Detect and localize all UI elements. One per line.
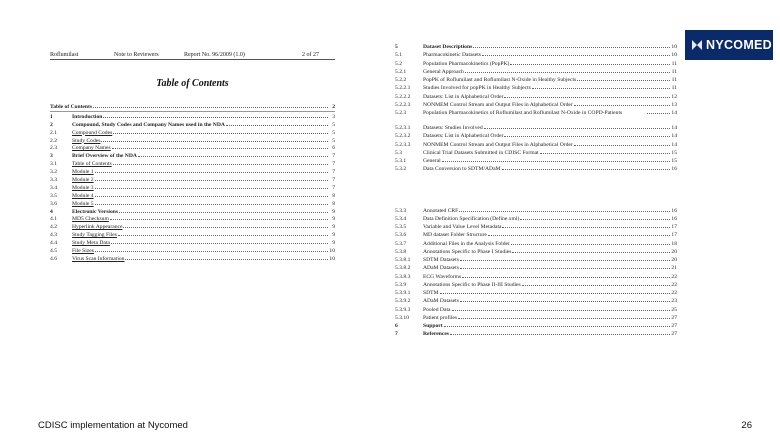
- toc-entry-number: 3.2: [50, 169, 57, 176]
- toc-entry[interactable]: [50, 168, 335, 176]
- toc-entry-title: Brief Overview of the NDA: [72, 153, 137, 160]
- toc-entry-number: 5.2.3: [395, 110, 407, 116]
- dot-leader: [119, 208, 328, 213]
- toc-entry-page: 6: [332, 145, 335, 152]
- toc-entry[interactable]: [395, 124, 677, 132]
- toc-entry-page: 20: [671, 257, 677, 263]
- toc-entry-number: 5.3.8.3: [395, 273, 411, 280]
- toc-entry-title: Clinical Trial Datasets Submitted in CDISC Format: [423, 149, 539, 156]
- dot-leader: [95, 200, 328, 205]
- toc-entry-title: Population Pharmacokinetics of Roflumilast and Roflumilast N-Oxide in COPD-Patients: [423, 110, 623, 116]
- toc-entry[interactable]: [50, 160, 335, 168]
- toc-entry-title: Study Codes: [72, 137, 101, 144]
- toc-entry[interactable]: [395, 256, 677, 264]
- dot-leader: [574, 141, 670, 146]
- dot-leader: [125, 255, 328, 260]
- toc-entry-number: 3.3: [50, 177, 57, 184]
- toc-entry[interactable]: [395, 306, 677, 314]
- toc-entry-number: 5.3.9.2: [395, 298, 411, 305]
- toc-entry-number: 6: [395, 323, 398, 329]
- toc-entry[interactable]: [395, 132, 677, 140]
- toc-entry-title: Data Conversion to SDTM/ADaM: [423, 166, 501, 173]
- dot-leader: [532, 84, 670, 89]
- toc-entry-title: Module 1: [72, 169, 94, 176]
- dot-leader: [520, 215, 670, 220]
- logo-mark-icon: [690, 38, 704, 52]
- toc-entry-number: 2.2: [50, 137, 57, 144]
- toc-list-right-bottom: [395, 207, 677, 339]
- toc-entry-number: 4.4: [50, 240, 57, 247]
- toc-entry-title: Module 3: [72, 184, 94, 191]
- dot-leader: [488, 231, 670, 236]
- toc-entry-page: 15: [671, 158, 677, 164]
- right-document-page: [395, 43, 677, 339]
- toc-entry-page: 14: [671, 133, 677, 140]
- dot-leader: [444, 322, 670, 327]
- dot-leader: [442, 157, 670, 162]
- toc-entry-number: 3.4: [50, 184, 57, 191]
- toc-entry[interactable]: [50, 121, 335, 129]
- slide-page-number: 26: [741, 420, 752, 431]
- toc-entry-page: 5: [332, 137, 335, 144]
- dot-leader: [111, 239, 328, 244]
- toc-entry-number: 4.3: [50, 232, 57, 239]
- toc-entry-title: Module 5: [72, 200, 94, 207]
- toc-entry-page: 16: [671, 215, 677, 222]
- toc-entry-number: 5.2.2: [395, 77, 407, 83]
- dot-leader: [95, 192, 328, 197]
- toc-entry-page: 16: [671, 207, 677, 214]
- toc-entry-title: Datasets: List in Alphabetical Order: [423, 93, 504, 100]
- dot-leader: [482, 51, 670, 56]
- toc-entry-title: MD5 Checksum: [72, 216, 109, 223]
- toc-entry-title: Company Names: [72, 145, 111, 152]
- toc-entry-page: 22: [671, 290, 677, 296]
- toc-entry-number: 5.2.2.2: [395, 93, 411, 100]
- toc-entry-title: General: [423, 158, 441, 164]
- toc-entry-title: Module 2: [72, 177, 94, 184]
- dot-leader: [101, 137, 328, 142]
- toc-entry-page: 7: [332, 169, 335, 176]
- toc-entry-page: 10: [329, 248, 335, 255]
- dot-leader: [226, 121, 328, 126]
- toc-entry-number: 2.1: [50, 129, 57, 136]
- logo-text: NYCOMED: [706, 38, 772, 52]
- toc-entry[interactable]: [395, 240, 677, 248]
- toc-entry-number: 5.3.8: [395, 248, 407, 255]
- toc-entry[interactable]: [50, 215, 335, 223]
- left-document-page: [50, 52, 335, 263]
- toc-entry[interactable]: [395, 273, 677, 281]
- toc-entry[interactable]: [50, 184, 335, 192]
- toc-entry[interactable]: [395, 157, 677, 165]
- toc-entry-page: 10: [671, 44, 677, 50]
- toc-entry[interactable]: [395, 68, 677, 76]
- toc-entry[interactable]: [395, 43, 677, 51]
- toc-entry-page: 12: [671, 93, 677, 100]
- toc-entry-number: 3: [50, 153, 53, 160]
- toc-entry-number: 5.3.2: [395, 166, 407, 173]
- dot-leader: [522, 281, 670, 286]
- dot-leader: [574, 101, 670, 106]
- toc-entry-title: Annotations Specific to Phase II-III Studies: [423, 281, 521, 288]
- dot-leader: [452, 306, 671, 311]
- toc-entry[interactable]: [50, 247, 335, 255]
- toc-entry-page: 9: [332, 240, 335, 247]
- toc-entry-number: 5.3.9.1: [395, 290, 411, 296]
- toc-entry-page: 9: [332, 208, 335, 215]
- dot-leader: [459, 207, 670, 212]
- toc-entry-title: Study Tagging Files: [72, 232, 117, 239]
- toc-entry-number: 4.6: [50, 255, 57, 262]
- dot-leader: [123, 223, 328, 228]
- dot-leader: [450, 330, 670, 335]
- dot-leader: [103, 113, 328, 118]
- header-product: Roflumilast: [50, 52, 79, 58]
- toc-entry[interactable]: [395, 322, 677, 330]
- toc-entry[interactable]: [50, 231, 335, 239]
- dot-leader: [462, 273, 670, 278]
- toc-entry-title: Variable and Value Level Metadata: [423, 224, 502, 230]
- toc-entry-page: 14: [671, 141, 677, 148]
- dot-leader: [502, 223, 670, 228]
- toc-entry-title: Population Pharmacokinetics (PopPK): [423, 60, 510, 67]
- toc-entry-number: 5.3: [395, 149, 402, 156]
- toc-entry-number: 3.5: [50, 192, 57, 199]
- dot-leader: [118, 231, 328, 236]
- toc-entry-page: 27: [671, 314, 677, 321]
- dot-leader: [540, 149, 670, 154]
- toc-entry-page: 11: [671, 68, 677, 75]
- toc-entry[interactable]: [395, 84, 677, 92]
- toc-entry-page: 8: [332, 200, 335, 207]
- toc-entry-number: 2.3: [50, 145, 57, 152]
- toc-entry-title: SDTM: [423, 290, 439, 296]
- toc-entry-number: 4.2: [50, 224, 57, 231]
- toc-entry-title: ADaM Datasets: [423, 298, 459, 305]
- dot-leader: [577, 76, 670, 81]
- toc-entry-number: 1: [50, 113, 53, 120]
- toc-entry-title: ECG Waveforms: [423, 273, 462, 280]
- toc-entry-page: 7: [332, 153, 335, 160]
- toc-entry-number: 5.2.3.3: [395, 141, 411, 148]
- toc-entry-page: 5: [332, 121, 335, 128]
- toc-entry-title: Dataset Descriptions: [423, 44, 473, 50]
- slide-footer-text: CDISC implementation at Nycomed: [38, 420, 188, 431]
- toc-entry-number: 4.5: [50, 248, 57, 255]
- toc-entry[interactable]: [50, 239, 335, 247]
- dot-leader: [504, 132, 670, 137]
- dot-leader: [484, 124, 670, 129]
- toc-entry-title: Electronic Versions: [72, 208, 119, 215]
- toc-entry-number: 5.3.6: [395, 232, 407, 239]
- toc-entry-page: 11: [671, 77, 677, 83]
- toc-entry-title: Datasets: List in Alphabetical Order: [423, 133, 504, 140]
- toc-entry[interactable]: [395, 207, 677, 215]
- dot-leader: [440, 289, 670, 294]
- toc-entry-page: 9: [332, 232, 335, 239]
- toc-entry-page: 17: [671, 224, 677, 230]
- toc-entry-page: 21: [671, 265, 677, 272]
- toc-entry-page: 14: [671, 110, 677, 116]
- toc-entry-page: 10: [329, 255, 335, 262]
- toc-entry[interactable]: [50, 200, 335, 208]
- toc-entry-title: Compound, Study Codes and Company Names used in the NDA: [72, 121, 225, 128]
- toc-entry-title: Pharmacokinetic Datasets: [423, 52, 481, 59]
- toc-entry[interactable]: [395, 330, 677, 338]
- toc-entry[interactable]: [395, 149, 677, 157]
- toc-entry-number: 5.3.9.3: [395, 306, 411, 313]
- toc-entry-page: 27: [671, 323, 677, 329]
- toc-entry-title: Annotated CRF: [423, 207, 459, 214]
- toc-entry[interactable]: [395, 297, 677, 305]
- toc-entry-page: 8: [332, 192, 335, 199]
- toc-entry-title: Patient profiles: [423, 314, 458, 321]
- toc-entry-page: 11: [671, 60, 677, 67]
- dot-leader: [138, 152, 328, 157]
- toc-entry-page: 9: [332, 216, 335, 223]
- toc-entry-page: 27: [671, 331, 677, 338]
- toc-entry-number: 5.3.7: [395, 240, 407, 247]
- toc-entry-title: Additional Files in the Analysis Folder: [423, 240, 510, 247]
- dot-leader: [460, 256, 670, 261]
- toc-entry-number: 5.3.10: [395, 314, 409, 321]
- dot-leader: [647, 109, 670, 114]
- toc-entry-title: Compound Codes: [72, 129, 113, 136]
- toc-entry-title: General Approach: [423, 68, 464, 75]
- toc-entry-page: 14: [671, 125, 677, 131]
- toc-entry-page: 22: [671, 281, 677, 288]
- toc-entry-title: Study Meta Data: [72, 240, 110, 247]
- toc-entry-title: File Sizes: [72, 248, 94, 255]
- toc-entry-page: 16: [671, 166, 677, 173]
- toc-entry-page: 3: [332, 113, 335, 120]
- toc-entry-page: 5: [332, 129, 335, 136]
- header-note: Note to Reviewers: [114, 52, 159, 58]
- toc-entry-number: 5.2.3.2: [395, 133, 411, 140]
- toc-entry[interactable]: [50, 144, 335, 152]
- header-page: 2 of 27: [302, 52, 319, 58]
- toc-entry-number: 4.1: [50, 216, 57, 223]
- toc-entry[interactable]: [395, 231, 677, 239]
- toc-heading: Table of Contents 2: [50, 104, 335, 110]
- toc-entry-number: 2: [50, 121, 53, 128]
- toc-entry-number: 5.3.4: [395, 215, 407, 222]
- toc-entry-title: PopPK of Roflumilast and Roflumilast N-Oxide in Healthy Subjects: [423, 77, 577, 83]
- toc-entry-page: 11: [671, 85, 677, 92]
- toc-entry-number: 5.2.3.1: [395, 125, 411, 131]
- toc-entry[interactable]: [395, 264, 677, 272]
- toc-entry[interactable]: [395, 93, 677, 101]
- toc-entry-title: ADaM Datasets: [423, 265, 459, 272]
- toc-entry-page: 25: [671, 306, 677, 313]
- toc-entry-page: 22: [671, 273, 677, 280]
- toc-entry-page: 18: [671, 240, 677, 247]
- toc-entry-number: 5.2.1: [395, 68, 407, 75]
- dot-leader: [458, 314, 670, 319]
- toc-entry-title: Hyperlink Appearance: [72, 224, 123, 231]
- toc-entry[interactable]: [50, 176, 335, 184]
- toc-entry[interactable]: [395, 314, 677, 322]
- toc-entry[interactable]: [50, 208, 335, 216]
- dot-leader: [460, 297, 670, 302]
- toc-entry-title: Module 4: [72, 192, 94, 199]
- toc-entry-title: Introduction: [72, 113, 103, 120]
- toc-entry-number: 5.1: [395, 52, 402, 59]
- toc-entry[interactable]: [50, 137, 335, 145]
- document-header: [50, 52, 335, 60]
- dot-leader: [473, 43, 670, 48]
- toc-entry-page: 20: [671, 248, 677, 255]
- toc-entry-page: 7: [332, 161, 335, 168]
- dot-leader: [95, 247, 328, 252]
- dot-leader: [95, 168, 328, 173]
- toc-entry[interactable]: [50, 255, 335, 263]
- dot-leader: [112, 144, 328, 149]
- toc-entry[interactable]: [395, 60, 677, 68]
- toc-entry-number: 3.6: [50, 200, 57, 207]
- dot-leader: [95, 176, 328, 181]
- toc-entry[interactable]: [50, 223, 335, 231]
- toc-entry[interactable]: [395, 248, 677, 256]
- toc-entry[interactable]: [395, 76, 677, 84]
- toc-entry-page: 17: [671, 232, 677, 239]
- toc-entry[interactable]: [395, 223, 677, 231]
- toc-entry-page: 13: [671, 101, 677, 108]
- page-title: Table of Contents: [156, 78, 229, 89]
- page-break-gap: [395, 174, 677, 207]
- toc-entry-title: Support: [423, 323, 443, 329]
- dot-leader: [95, 184, 328, 189]
- toc-entry-title: Annotations Specific to Phase I Studies: [423, 248, 512, 255]
- toc-entry[interactable]: [395, 281, 677, 289]
- toc-list-left: [50, 113, 335, 263]
- toc-entry-title: SDTM Datasets: [423, 257, 459, 263]
- dot-leader: [510, 60, 670, 65]
- toc-list-right-top: [395, 43, 677, 174]
- toc-entry[interactable]: [395, 215, 677, 223]
- toc-entry[interactable]: [395, 109, 677, 124]
- toc-entry-title: MD dataset Folder Structure: [423, 232, 487, 239]
- toc-entry[interactable]: [395, 289, 677, 297]
- toc-entry-title: Studies Involved for popPK in Healthy Subjects: [423, 85, 531, 92]
- dot-leader: [113, 129, 328, 134]
- toc-entry-page: 9: [332, 224, 335, 231]
- dot-leader: [511, 240, 670, 245]
- toc-entry-number: 5.3.8.1: [395, 257, 411, 263]
- toc-entry-number: 5.3.3: [395, 207, 407, 214]
- toc-entry[interactable]: [395, 101, 677, 109]
- toc-entry-page: 15: [671, 149, 677, 156]
- toc-entry-title: Datasets: Studies Involved: [423, 125, 483, 131]
- toc-entry-page: 10: [671, 52, 677, 59]
- toc-entry-number: 5.3.8.2: [395, 265, 411, 272]
- toc-entry-number: 5.2: [395, 60, 402, 67]
- toc-entry[interactable]: [395, 165, 677, 173]
- toc-entry[interactable]: [50, 129, 335, 137]
- toc-entry-page: 7: [332, 184, 335, 191]
- toc-entry[interactable]: [50, 192, 335, 200]
- toc-entry-title: Virus Scan Information: [72, 255, 125, 262]
- toc-entry-title: Data Definition Specification (Define.xml): [423, 215, 520, 222]
- toc-entry-number: 3.1: [50, 161, 57, 168]
- toc-entry-number: 5.2.2.3: [395, 101, 411, 108]
- dot-leader: [110, 215, 328, 220]
- toc-entry[interactable]: [395, 51, 677, 59]
- dot-leader: [502, 165, 670, 170]
- nycomed-logo: [685, 30, 773, 60]
- toc-entry[interactable]: [50, 113, 335, 121]
- header-report: Report No. 96/2009 (1.0): [184, 52, 245, 58]
- toc-entry-title: Table of Contents: [72, 161, 112, 168]
- toc-entry-number: 5.3.5: [395, 224, 407, 230]
- toc-entry[interactable]: [50, 152, 335, 160]
- toc-entry-page: 23: [671, 298, 677, 305]
- dot-leader: [504, 93, 670, 98]
- toc-entry-number: 5.3.9: [395, 281, 407, 288]
- dot-leader: [113, 160, 328, 165]
- toc-entry-page: 7: [332, 177, 335, 184]
- toc-entry-number: 7: [395, 331, 398, 338]
- toc-entry-number: 4: [50, 208, 53, 215]
- toc-entry[interactable]: [395, 141, 677, 149]
- dot-leader: [512, 248, 670, 253]
- toc-entry-number: 5.2.2.1: [395, 85, 411, 92]
- toc-entry-title: References: [423, 331, 449, 338]
- toc-entry-title: Pooled Data: [423, 306, 451, 313]
- toc-entry-number: 5.3.1: [395, 158, 407, 164]
- dot-leader: [465, 68, 670, 73]
- toc-entry-title: NONMEM Control Stream and Output Files in Alphabetical Order: [423, 141, 573, 148]
- toc-entry-title: NONMEM Control Stream and Output Files in Alphabetical Order: [423, 101, 573, 108]
- toc-entry-number: 5: [395, 44, 398, 50]
- dot-leader: [460, 264, 670, 269]
